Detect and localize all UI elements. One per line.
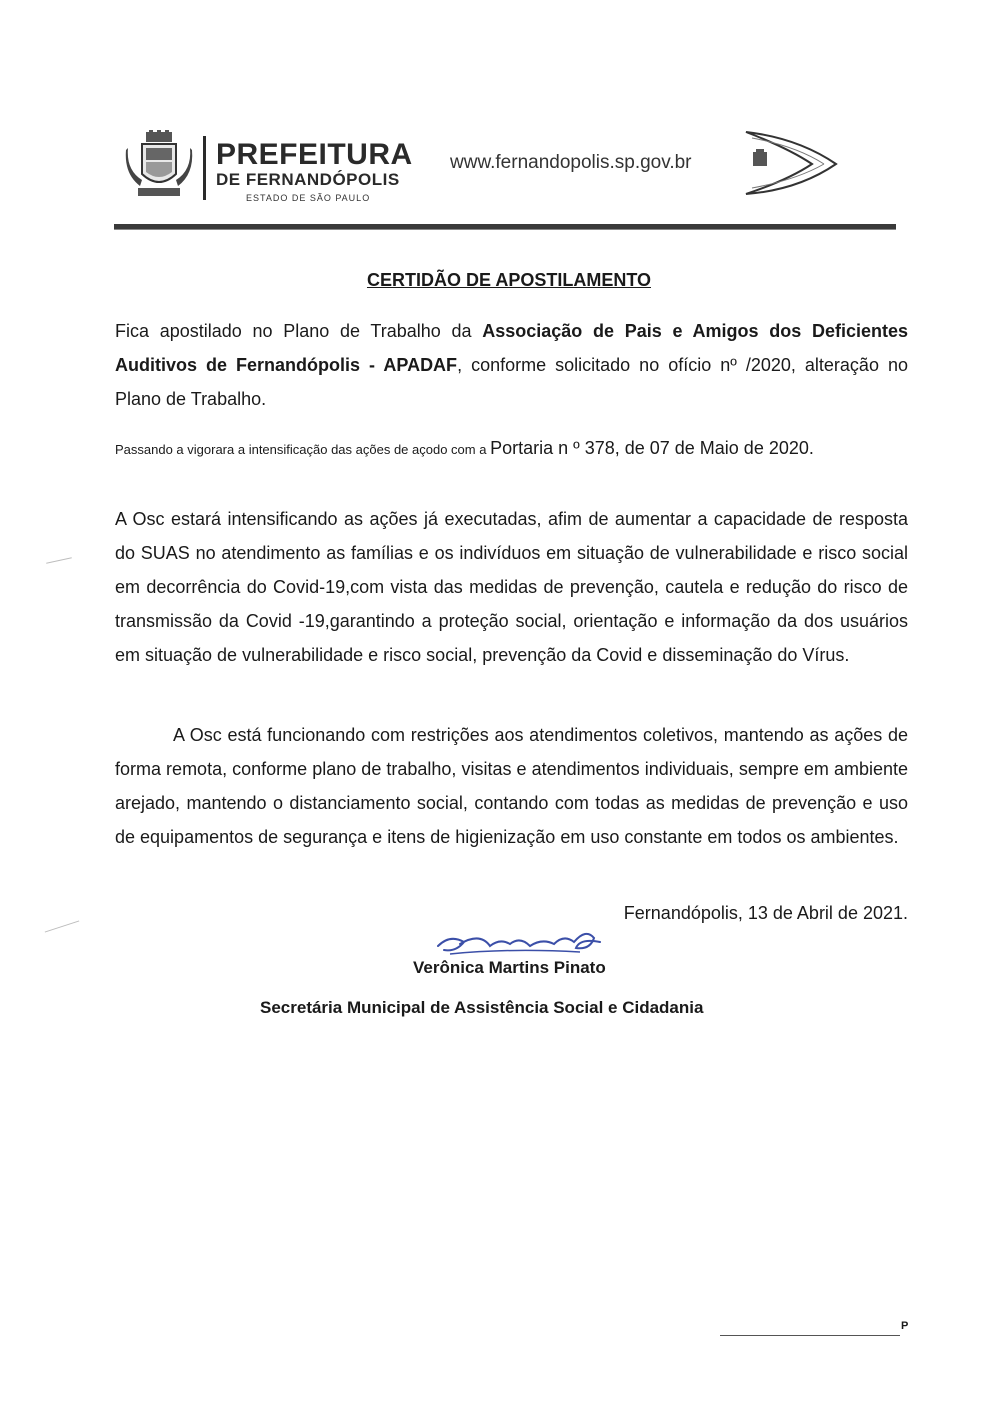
signer-role: Secretária Municipal de Assistência Social e Cidadania xyxy=(260,998,704,1017)
footer-line xyxy=(720,1335,900,1336)
document-title: CERTIDÃO DE APOSTILAMENTO xyxy=(366,270,651,290)
scan-mark xyxy=(46,557,72,563)
header-divider xyxy=(203,136,206,200)
header-rule xyxy=(114,224,896,230)
paragraph-ordinance: Passando a vigorara a intensificação das ações de açodo com a Portaria n º 378, de 07 de Maio de 2020. xyxy=(115,438,814,458)
organization-name: Associação de Pais e Amigos dos Deficientes Auditivos de Fernandópolis - APADAF xyxy=(115,321,909,375)
scan-mark xyxy=(45,920,80,932)
place-and-date: Fernandópolis, 13 de Abril de 2021. xyxy=(623,903,908,923)
city-crest-logo xyxy=(124,130,194,200)
brand-title: PREFEITURA xyxy=(216,138,413,171)
paragraph-operation: A Osc está funcionando com restrições aos atendimentos coletivos, mantendo as ações de forma remota, conforme plano de trabalho, visitas e atendimentos individuais, sempre em ambiente arejado, mantendo o distanciamento social, contando com todas as medidas de prevenção e uso de equipamentos de segurança e itens de higienização em uso constante em todos os ambientes. xyxy=(115,725,908,847)
page-mark: P xyxy=(901,1320,909,1332)
paragraph-apostille: Fica apostilado no Plano de Trabalho da Associação de Pais e Amigos dos Deficientes Auditivos de Fernandópolis - APADAF, conforme solicitado no ofício nº /2020, alteração no Plano de Trabalho. xyxy=(115,321,909,409)
brand-subtitle: DE FERNANDÓPOLIS xyxy=(216,170,400,189)
paragraph-actions: A Osc estará intensificando as ações já executadas, afim de aumentar a capacidade de resposta do SUAS no atendimento as famílias e os indivíduos em situação de vulnerabilidade e risco social em decorrência do Covid-19,com vista das medidas de prevenção, cautela e redução do risco de transmissão da Covid -19,garantindo a proteção social, orientação e informação da dos usuários em situação de vulnerabilidade e risco social, prevenção da Covid e disseminação do Vírus. xyxy=(115,509,908,665)
arrow-emblem-icon xyxy=(738,128,838,198)
signer-name: Verônica Martins Pinato xyxy=(413,958,606,977)
brand-state: ESTADO DE SÃO PAULO xyxy=(246,193,371,203)
website-link[interactable]: www.fernandopolis.sp.gov.br xyxy=(450,152,692,173)
